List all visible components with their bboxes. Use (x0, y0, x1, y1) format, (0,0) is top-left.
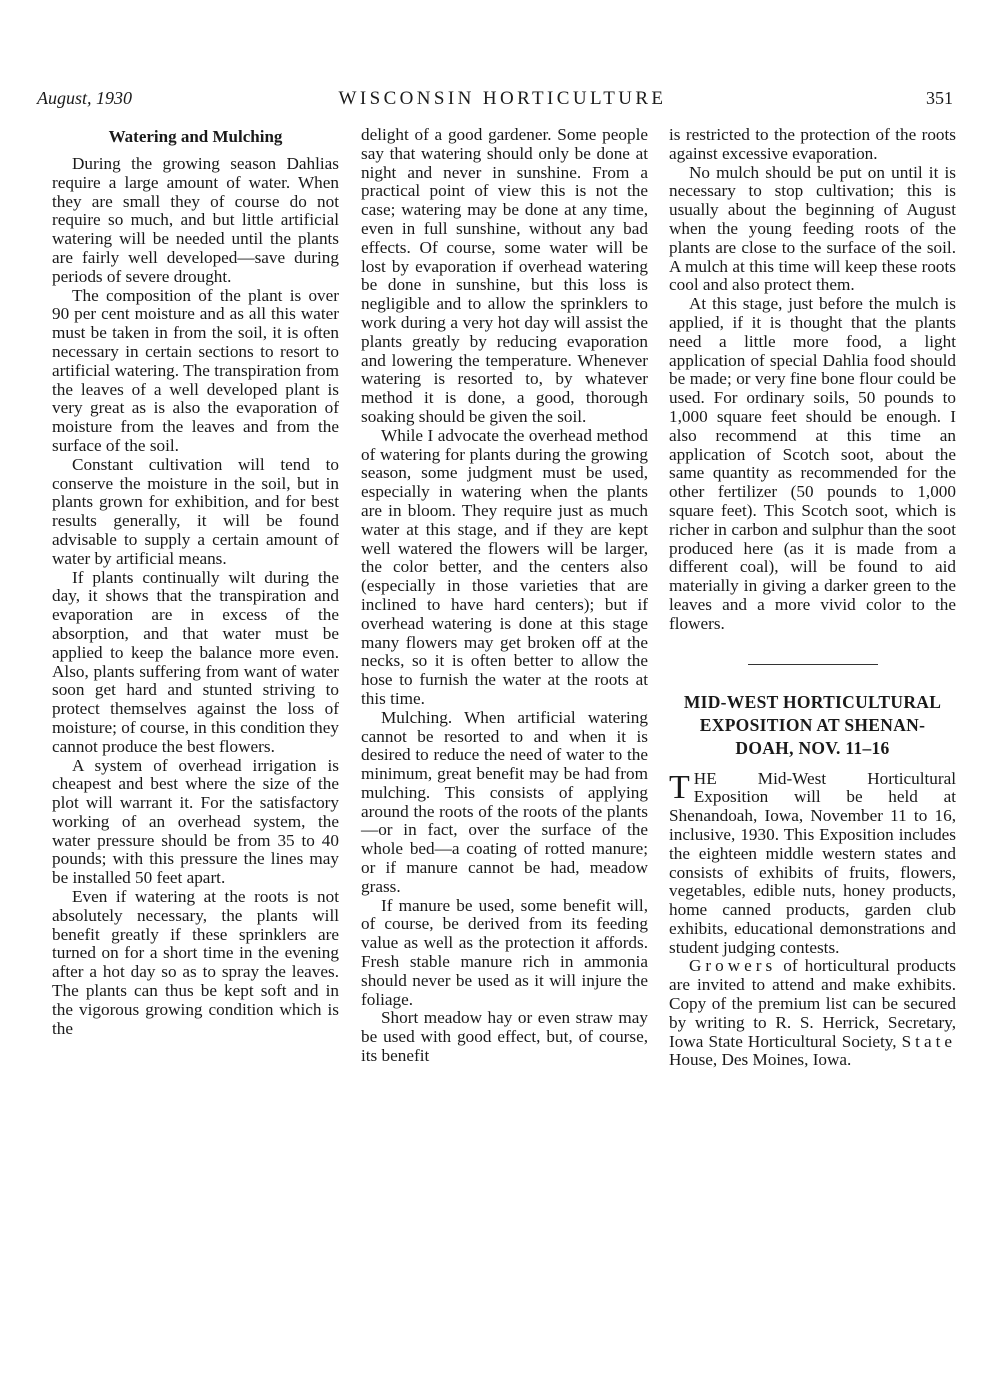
section-divider (748, 664, 878, 665)
paragraph-continued: delight of a good gardener. Some people say that watering should only be done at night and never in sunshine. From a practical point of view this is not the case; watering may be done at any time, even in full sunshine, without any bad effects. Of course, some water will be lost by evaporation if overhead watering be done in sunshine, but this loss is negligible and to allow the sprinklers to work during a very hot day will assist the plants greatly by reducing evaporation and lowering the temperature. Whenever watering is resorted to, by whatever method it is done, a good, thorough soaking should be given the soil. (361, 125, 648, 426)
paragraph-text: House, Des Moines, Iowa. (669, 1050, 852, 1070)
column-2 (361, 126, 648, 1066)
column-1 (52, 126, 339, 1038)
letterspaced-word: State (901, 1031, 956, 1051)
paragraph: Short meadow hay or even straw may be used with good effect, but, of course, its benefit (361, 1008, 648, 1066)
paragraph (669, 957, 956, 1070)
paragraph (669, 770, 956, 958)
paragraph-text: HE Mid-West Horticultural Exposition will be held at Shenandoah, Iowa, November 11 to 16, inclusive, 1930. This Exposition includes the eighteen middle western states and consists of exhibits of fruits, flowers, vegetables, edible nuts, honey products, home canned products, garden club exhibits, educational demonstrations and student judging contests. (669, 768, 956, 957)
paragraph-text: of horticultural products are invited to attend and make exhibits. Copy of the premium list can be secured by writing to R. S. Herrick, Secretary, Iowa State Horticultural Society, (669, 956, 956, 1051)
paragraph: No mulch should be put on until it is necessary to stop cultivation; this is usually about the beginning of August when the young feeding roots of the plants are close to the surface of the soil. A mulch at this time will keep these roots cool and also protect them. (669, 162, 956, 295)
paragraph: During the growing season Dahlias require a large amount of water. When they are small they of course do not require so much, and but little artificial watering will be needed until the plants are fairly well developed—save during periods of severe drought. (52, 154, 339, 286)
section-heading-watering-mulching: Watering and Mulching (108, 127, 283, 146)
issue-date: August, 1930 (37, 88, 133, 108)
publication-title: WISCONSIN HORTICULTURE (338, 88, 667, 109)
paragraph: If manure be used, some benefit will, of course, be derived from its feeding value as well as the protection it affords. Fresh stable manure rich in ammonia should never be used as it will injure the foliage. (361, 895, 648, 1009)
heading-line: DOAH, NOV. 11–16 (735, 737, 890, 758)
paragraph: At this stage, just before the mulch is applied, if it is thought that the plants need a little more food, a light application of special Dahlia food should be made; or very fine bone flour could be used. For ordinary soils, 50 pounds to 1,000 square feet should be enough. I also recommend at this time an application of Scotch soot, about the same quantity as recommended for the other fertilizer (50 pounds to 1,000 square feet). This Scotch soot, which is richer in carbon and sulphur than the soot produced here (as it is made from a different coal), will be found to aid materially in giving a darker green to the leaves and a more vivid color to the flowers. (669, 294, 956, 633)
running-head (0, 88, 1005, 114)
paragraph: Even if watering at the roots is not absolutely necessary, the plants will benefit greatly if these sprinklers are turned on for a short time in the evening after a hot day so as to spray the leaves. The plants can thus be kept soft and in the vigorous growing condition which is the (52, 887, 339, 1038)
page-number: 351 (926, 88, 953, 108)
heading-line: EXPOSITION AT SHENAN- (699, 714, 926, 735)
paragraph: If plants continually wilt during the day, it shows that the transpiration and evaporation are in excess of the absorption, and that water must be applied to keep the balance more even. Also, plants suffering from want of water soon get hard and stunted striving to protect themselves against the loss of moisture; of course, in this condition they cannot produce the best flowers. (52, 567, 339, 756)
letterspaced-word: Growers (689, 956, 777, 976)
paragraph: The composition of the plant is over 90 per cent moisture and as all this water must be taken in from the soil, it is often necessary in certain sections to resort to artificial watering. The transpiration from the leaves of a well developed plant is very great as is also the evaporation of moisture from the leaves and from the surface of the soil. (52, 285, 339, 455)
paragraph-continued: is restricted to the protection of the roots against excessive evaporation. (669, 125, 956, 163)
heading-line: MID-WEST HORTICULTURAL (683, 691, 942, 712)
paragraph: A system of overhead irrigation is cheapest and best where the size of the plot will warrant it. For the satisfactory working of an overhead system, the water pressure should be from 35 to 40 pounds; with this pressure the lines may be installed 50 feet apart. (52, 755, 339, 888)
paragraph: Constant cultivation will tend to conserve the moisture in the soil, but in plants grown for exhibition, and for best results generally, it will be found advisable to supply a certain amount of water by artificial means. (52, 454, 339, 568)
column-3 (669, 126, 956, 1070)
article-heading-exposition (669, 691, 956, 760)
paragraph: Mulching. When artificial watering cannot be resorted to and when it is desired to reduce the need of water to the minimum, great benefit may be had from mulching. This consists of applying around the roots of the roots of the plants—or in fact, over the surface of the whole bed—a coating of rotted manure; or if manure cannot be had, meadow grass. (361, 707, 648, 896)
paragraph: While I advocate the overhead method of watering for plants during the growing season, some judgment must be used, especially in watering when the plants are in bloom. They require just as much water at this stage, and if they are kept well watered the flowers will be larger, the color better, and the centers also (especially in those varieties that are inclined to have hard centers); but if overhead watering is done at this stage many flowers may get broken off at the necks, so it is often better to allow the hose to furnish the water at the roots at this time. (361, 425, 648, 708)
drop-cap: T (669, 768, 690, 806)
